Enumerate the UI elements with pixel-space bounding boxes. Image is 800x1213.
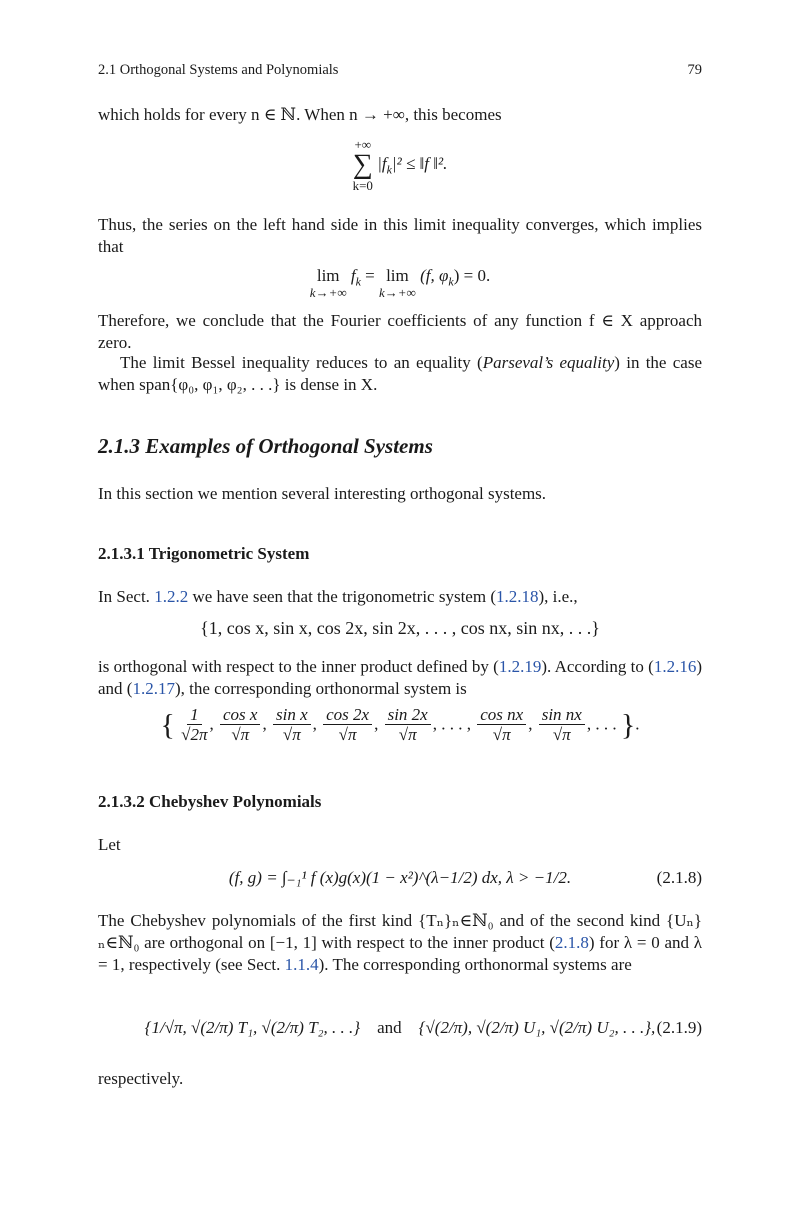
paragraph-1: which holds for every n ∈ ℕ. When n → +∞, this becomes [98,105,502,124]
paragraph-8: Let [98,835,121,854]
parseval-equality-term: Parseval’s equality [482,353,615,372]
paragraph-5: In this section we mention several interesting orthogonal systems. [98,484,547,503]
eq5-body: (f, g) = ∫₋₁¹ f (x)g(x)(1 − x²)^(λ−1/2) dx, λ > −1/2. [228,868,572,887]
eq2-end: ) = 0. [453,266,491,285]
eq2-f-sub: k [355,274,361,289]
paragraph-3: Therefore, we conclude that the Fourier coefficients of any function f ∈ X approach zero. [98,311,702,352]
running-header-title: 2.1 Orthogonal Systems and Polynomials [98,62,339,78]
equation-chebyshev-orthonormal [98,1018,702,1038]
eq1-subscript: k [386,162,392,177]
eq4-term-2: $\frac{\text{sin x}}{√\pi}$ [273,706,311,745]
p4-text-b: ) in the case when span{φ₀, φ₁, φ₂, . . .} is dense in X. [98,353,703,394]
eq4-term-3: $\frac{\cos 2x}{√\pi}$ [323,706,372,745]
eq4-term-4: $\frac{\sin 2x}{√\pi}$ [385,706,431,745]
sum-upper-limit: +∞ [354,137,372,152]
ref-link-1-2-18[interactable]: 1.2.18 [495,587,539,606]
lim-1: lim [316,266,340,285]
p7-text-a: is orthogonal with respect to the inner product defined by ( [98,657,499,676]
equation-limit-zero [98,266,702,299]
eq4-dots: , . . . , [432,714,471,734]
p7-text-c: ) and ( [98,657,703,698]
section-heading: 2.1.3 Examples of Orthogonal Systems [98,434,433,458]
p4-text-a: The limit Bessel inequality reduces to an equality ( [120,353,483,372]
eq4-term-5: $\frac{\text{cos nx}}{√\pi}$ [477,706,526,745]
paragraph-4 [98,352,702,396]
ref-link-1-2-19[interactable]: 1.2.19 [498,657,542,676]
eq4-term-1: $\frac{\text{cos x}}{√\pi}$ [220,706,260,745]
running-header [98,62,702,79]
eq6-right: {√(2/π), √(2/π) U₁, √(2/π) U₂, . . .}, [418,1018,656,1037]
ref-link-1-1-4[interactable]: 1.1.4 [284,955,319,974]
eq6-left: {1/√π, √(2/π) T₁, √(2/π) T₂, . . .} [144,1018,361,1037]
eq2-inner-sub: k [448,274,454,289]
eq2-inner: (f, φ [420,266,449,285]
paragraph-10: respectively. [98,1069,184,1088]
ref-link-1-2-16[interactable]: 1.2.16 [653,657,697,676]
lim-2-sub: k→+∞ [379,285,416,300]
page-number: 79 [687,62,702,78]
p9-text-b: ) for λ = 0 and λ = 1, respectively (see Sect. [98,933,702,974]
lim-1-sub: k→+∞ [309,285,347,300]
equation-orthonormal-trig: { $\frac{1}{√2\pi}$ , $\frac{\text{cos x}}{√\pi}$ , $\frac{\text{sin x}}{√\pi}$ , $\frac{\cos 2x}{√\pi}$ , $\frac{\sin 2x}{√\pi}$ , . . . , $\frac{\text{cos nx}}{√\pi}$ , $\frac{\text{sin nx}}{√\pi}$ , . . . }. [160,705,640,744]
p6-text-c: ), i.e., [538,587,578,606]
equation-inner-product [98,868,702,888]
lim-2: lim [386,266,409,285]
eq4-term-0: $\frac{1}{√2\pi}$ [181,705,208,744]
eq1-rest: |² ≤ ‖f ‖². [391,153,448,173]
paragraph-7 [98,656,702,700]
p7-text-d: ), the corresponding orthonormal system is [174,679,467,698]
sigma-symbol: ∑ [352,149,373,180]
eq4-term-6: $\frac{\text{sin nx}}{√\pi}$ [539,706,585,745]
eq2-f: f [350,266,356,285]
ref-link-1-2-2[interactable]: 1.2.2 [154,587,189,606]
eq6-and: and [377,1018,402,1037]
equation-trig-system: {1, cos x, sin x, cos 2x, sin 2x, . . . , cos nx, sin nx, . . .} [200,618,600,638]
subsection-heading-trigonometric: 2.1.3.1 Trigonometric System [98,544,310,563]
equation-number-2-1-8: (2.1.8) [656,868,702,887]
equation-number-2-1-9: (2.1.9) [656,1018,702,1037]
ref-link-1-2-17[interactable]: 1.2.17 [132,679,175,698]
eq1-body: |f [377,153,387,173]
eq4-end: , . . . [586,714,617,734]
sum-lower-limit: k=0 [352,178,373,193]
paragraph-6 [98,586,702,608]
paragraph-2: Thus, the series on the left hand side in this limit inequality converges, which implies that [98,215,702,256]
p6-text-a: In Sect. [98,587,155,606]
p6-text-b: we have seen that the trigonometric system ( [188,587,496,606]
p7-text-b: ). According to ( [541,657,654,676]
equation-bessel-limit [98,138,702,192]
p9-text-c: ). The corresponding orthonormal systems are [318,955,632,974]
paragraph-9 [98,910,702,976]
p9-text-a: The Chebyshev polynomials of the first kind {Tₙ}ₙ∈ℕ₀ and of the second kind {Uₙ}ₙ∈ℕ₀ are orthogonal on [−1, 1] with respect to the inner product ( [98,911,702,952]
eq2-equals: = [360,266,380,285]
ref-link-2-1-8[interactable]: 2.1.8 [554,933,589,952]
subsection-heading-chebyshev: 2.1.3.2 Chebyshev Polynomials [98,792,322,811]
